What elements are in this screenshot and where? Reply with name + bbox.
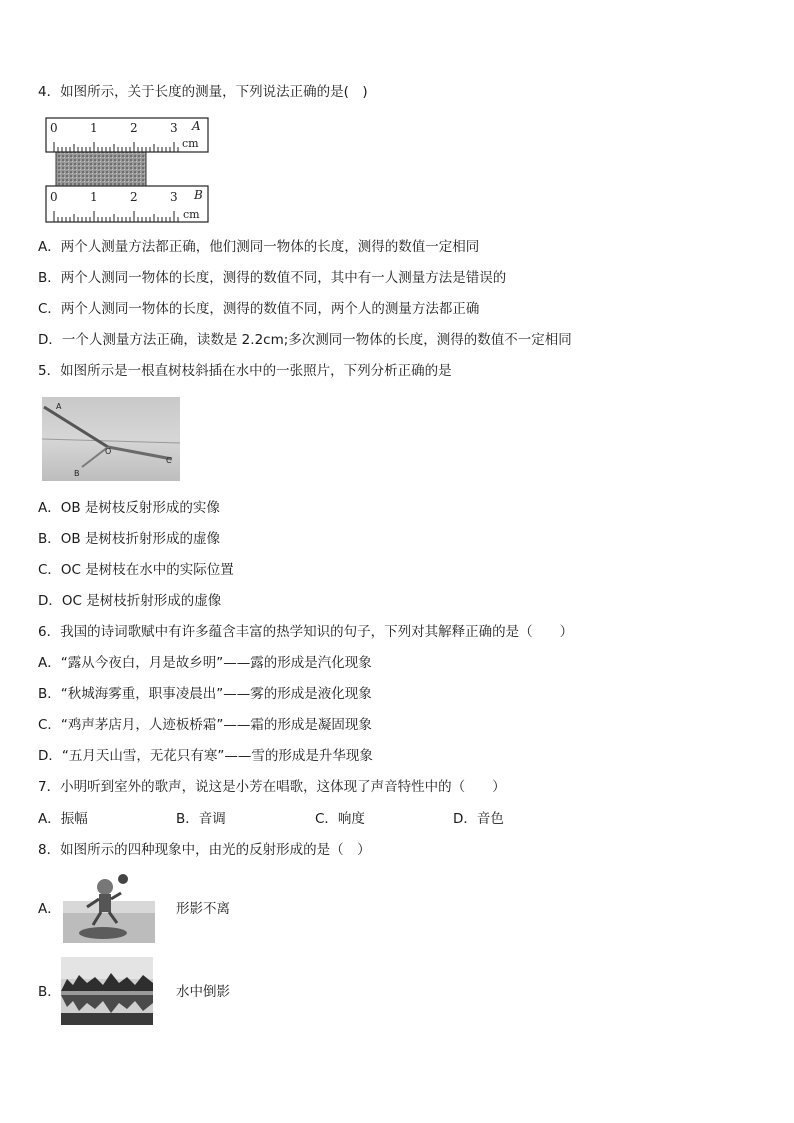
q4-option-b[interactable]: B．两个人测同一物体的长度，测得的数值不同，其中有一人测量方法是错误的 [38, 270, 507, 286]
q5-option-d[interactable]: D．OC 是树枝折射形成的虚像 [38, 593, 222, 609]
ruler-b-unit: cm [183, 208, 200, 221]
q5-option-a[interactable]: A．OB 是树枝反射形成的实像 [38, 500, 220, 516]
ruler-a [46, 118, 208, 152]
ruler-a-unit: cm [182, 137, 199, 150]
ruler-b-label: B [194, 188, 203, 202]
ruler-b-tick-3: 3 [170, 190, 178, 204]
reflection-photo [61, 957, 153, 1025]
q6-stem: 6．我国的诗词歌赋中有许多蕴含丰富的热学知识的句子，下列对其解释正确的是（ ） [38, 624, 574, 640]
photo-label-o: O [105, 447, 112, 456]
photo-label-a: A [56, 402, 62, 411]
q5-stem: 5．如图所示是一根直树枝斜插在水中的一张照片，下列分析正确的是 [38, 363, 452, 379]
q6-option-d[interactable]: D．“五月天山雪，无花只有寒”——雪的形成是升华现象 [38, 748, 373, 764]
q8-stem: 8．如图所示的四种现象中，由光的反射形成的是（ ） [38, 842, 371, 858]
q7-option-c[interactable]: C．响度 [315, 811, 365, 827]
ruler-a-tick-3: 3 [170, 121, 178, 135]
q5-option-b[interactable]: B．OB 是树枝折射形成的虚像 [38, 531, 220, 547]
photo-label-b: B [74, 469, 80, 478]
q7-option-a[interactable]: A．振幅 [38, 811, 88, 827]
q4-option-d[interactable]: D．一个人测量方法正确，读数是 2.2cm;多次测同一物体的长度，测得的数值不一定相同 [38, 332, 572, 348]
ruler-a-tick-2: 2 [130, 121, 138, 135]
q8-option-a-caption: 形影不离 [176, 901, 230, 917]
ruler-figure [42, 115, 210, 225]
sun-icon [118, 874, 128, 884]
q5-option-c[interactable]: C．OC 是树枝在水中的实际位置 [38, 562, 234, 578]
ruler-b-tick-1: 1 [90, 190, 98, 204]
photo-label-c: C [166, 456, 172, 465]
q4-option-a[interactable]: A．两个人测量方法都正确，他们测同一物体的长度，测得的数值一定相同 [38, 239, 480, 255]
ruler-a-label: A [192, 119, 201, 133]
ruler-b-tick-0: 0 [50, 190, 58, 204]
ruler-a-tick-1: 1 [90, 121, 98, 135]
q8-option-a-letter[interactable]: A． [38, 901, 61, 917]
stick-in-water-photo [42, 397, 180, 481]
q4-option-c[interactable]: C．两个人测同一物体的长度，测得的数值不同，两个人的测量方法都正确 [38, 301, 480, 317]
ruler-b [46, 186, 208, 222]
ruler-b-tick-2: 2 [130, 190, 138, 204]
q4-stem: 4．如图所示，关于长度的测量，下列说法正确的是( ) [38, 84, 368, 100]
q6-option-b[interactable]: B．“秋城海雾重，职事凌晨出”——雾的形成是液化现象 [38, 686, 372, 702]
q7-stem: 7．小明听到室外的歌声，说这是小芳在唱歌，这体现了声音特性中的（ ） [38, 779, 506, 795]
shadow-photo [63, 873, 155, 943]
q8-option-b-letter[interactable]: B． [38, 984, 61, 1000]
measured-object [56, 152, 146, 186]
q7-option-d[interactable]: D．音色 [453, 811, 504, 827]
q7-option-b[interactable]: B．音调 [176, 811, 226, 827]
q8-option-b-caption: 水中倒影 [176, 984, 230, 1000]
q6-option-a[interactable]: A．“露从今夜白，月是故乡明”——露的形成是汽化现象 [38, 655, 372, 671]
q6-option-c[interactable]: C．“鸡声茅店月，人迹板桥霜”——霜的形成是凝固现象 [38, 717, 372, 733]
ruler-a-tick-0: 0 [50, 121, 58, 135]
